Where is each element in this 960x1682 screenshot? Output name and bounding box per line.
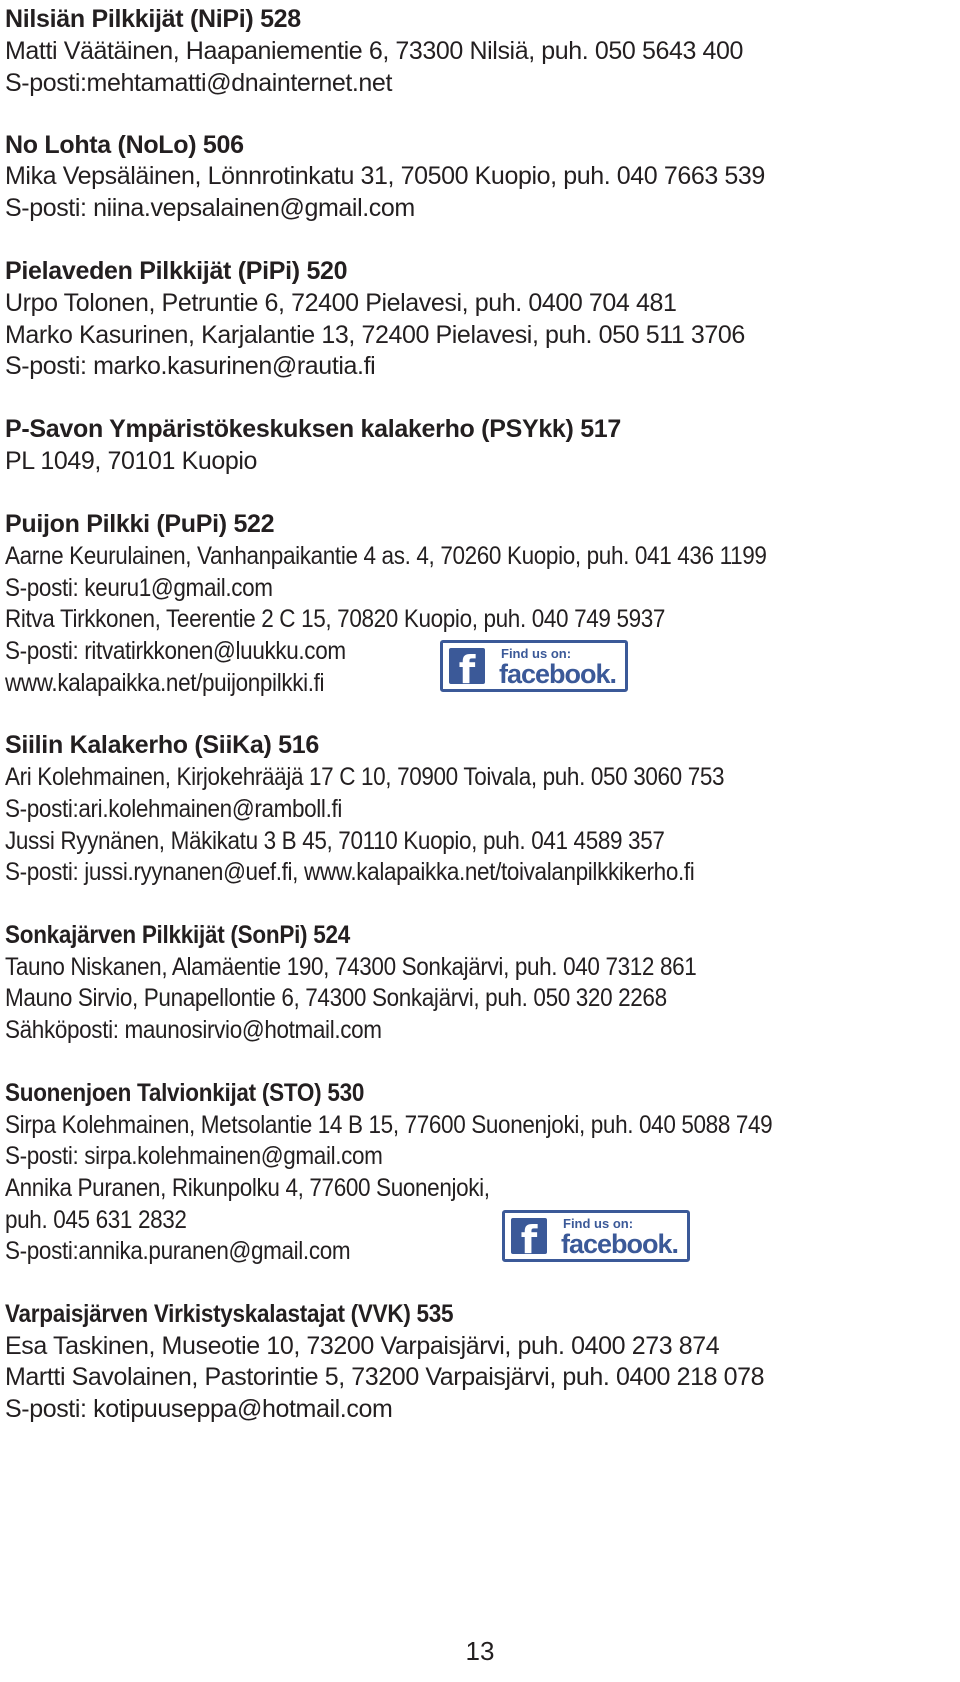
contact-line: Mika Vepsäläinen, Lönnrotinkatu 31, 70500 Kuopio, puh. 040 7663 539	[5, 162, 765, 190]
email-line: Sähköposti: maunosirvio@hotmail.com	[5, 1016, 382, 1044]
find-us-text: Find us on:	[501, 646, 572, 661]
find-us-text: Find us on:	[563, 1216, 634, 1231]
club-heading: Siilin Kalakerho (SiiKa) 516	[5, 731, 319, 759]
club-heading: No Lohta (NoLo) 506	[5, 131, 244, 159]
contact-line: Mauno Sirvio, Punapellontie 6, 74300 Sonkajärvi, puh. 050 320 2268	[5, 984, 667, 1012]
contact-line: PL 1049, 70101 Kuopio	[5, 447, 258, 475]
facebook-logo-icon: f	[511, 1218, 547, 1254]
contact-line: Marko Kasurinen, Karjalantie 13, 72400 Pielavesi, puh. 050 511 3706	[5, 321, 745, 349]
club-heading: Varpaisjärven Virkistyskalastajat (VVK) 535	[5, 1300, 454, 1328]
contact-line: Ritva Tirkkonen, Teerentie 2 C 15, 70820 Kuopio, puh. 040 749 5937	[5, 605, 666, 633]
page-number: 13	[465, 1636, 495, 1666]
contact-line: Matti Väätäinen, Haapaniementie 6, 73300 Nilsiä, puh. 050 5643 400	[5, 37, 744, 65]
facebook-logo-icon: f	[449, 648, 485, 684]
contact-line: Tauno Niskanen, Alamäentie 190, 74300 Sonkajärvi, puh. 040 7312 861	[5, 953, 697, 981]
contact-line: Ari Kolehmainen, Kirjokehrääjä 17 C 10, 70900 Toivala, puh. 050 3060 753	[5, 763, 725, 791]
email-line: S-posti: marko.kasurinen@rautia.fi	[5, 352, 376, 380]
email-line: S-posti:mehtamatti@dnainternet.net	[5, 69, 392, 97]
club-heading: P-Savon Ympäristökeskuksen kalakerho (PSYkk) 517	[5, 415, 622, 443]
facebook-badge[interactable]	[502, 1210, 690, 1262]
contact-line: Sirpa Kolehmainen, Metsolantie 14 B 15, 77600 Suonenjoki, puh. 040 5088 749	[5, 1111, 773, 1139]
contact-line: Urpo Tolonen, Petruntie 6, 72400 Pielavesi, puh. 0400 704 481	[5, 289, 677, 317]
contact-line: puh. 045 631 2832	[5, 1206, 187, 1234]
contact-line: Aarne Keurulainen, Vanhanpaikantie 4 as. 4, 70260 Kuopio, puh. 041 436 1199	[5, 542, 767, 570]
email-line: S-posti: ritvatirkkonen@luukku.com	[5, 637, 346, 665]
contact-line: Annika Puranen, Rikunpolku 4, 77600 Suonenjoki,	[5, 1174, 490, 1202]
email-line: S-posti: jussi.ryynanen@uef.fi, www.kalapaikka.net/toivalanpilkkikerho.fi	[5, 858, 695, 886]
contact-line: Jussi Ryynänen, Mäkikatu 3 B 45, 70110 Kuopio, puh. 041 4589 357	[5, 827, 665, 855]
club-heading: Sonkajärven Pilkkijät (SonPi) 524	[5, 921, 350, 949]
email-line: S-posti: sirpa.kolehmainen@gmail.com	[5, 1142, 383, 1170]
facebook-wordmark: facebook.	[561, 1229, 679, 1259]
club-heading: Suonenjoen Talvionkijat (STO) 530	[5, 1079, 365, 1107]
contact-line: Martti Savolainen, Pastorintie 5, 73200 Varpaisjärvi, puh. 0400 218 078	[5, 1363, 765, 1391]
club-heading: Nilsiän Pilkkijät (NiPi) 528	[5, 5, 301, 33]
facebook-badge[interactable]	[440, 640, 628, 692]
website-line: www.kalapaikka.net/puijonpilkki.fi	[5, 669, 325, 697]
club-heading: Pielaveden Pilkkijät (PiPi) 520	[5, 257, 348, 285]
email-line: S-posti: kotipuuseppa@hotmail.com	[5, 1395, 393, 1423]
email-line: S-posti: niina.vepsalainen@gmail.com	[5, 194, 415, 222]
email-line: S-posti: keuru1@gmail.com	[5, 574, 273, 602]
facebook-wordmark: facebook.	[499, 659, 617, 689]
email-line: S-posti:ari.kolehmainen@ramboll.fi	[5, 795, 342, 823]
email-line: S-posti:annika.puranen@gmail.com	[5, 1237, 351, 1265]
club-heading: Puijon Pilkki (PuPi) 522	[5, 510, 275, 538]
contact-line: Esa Taskinen, Museotie 10, 73200 Varpaisjärvi, puh. 0400 273 874	[5, 1332, 720, 1360]
